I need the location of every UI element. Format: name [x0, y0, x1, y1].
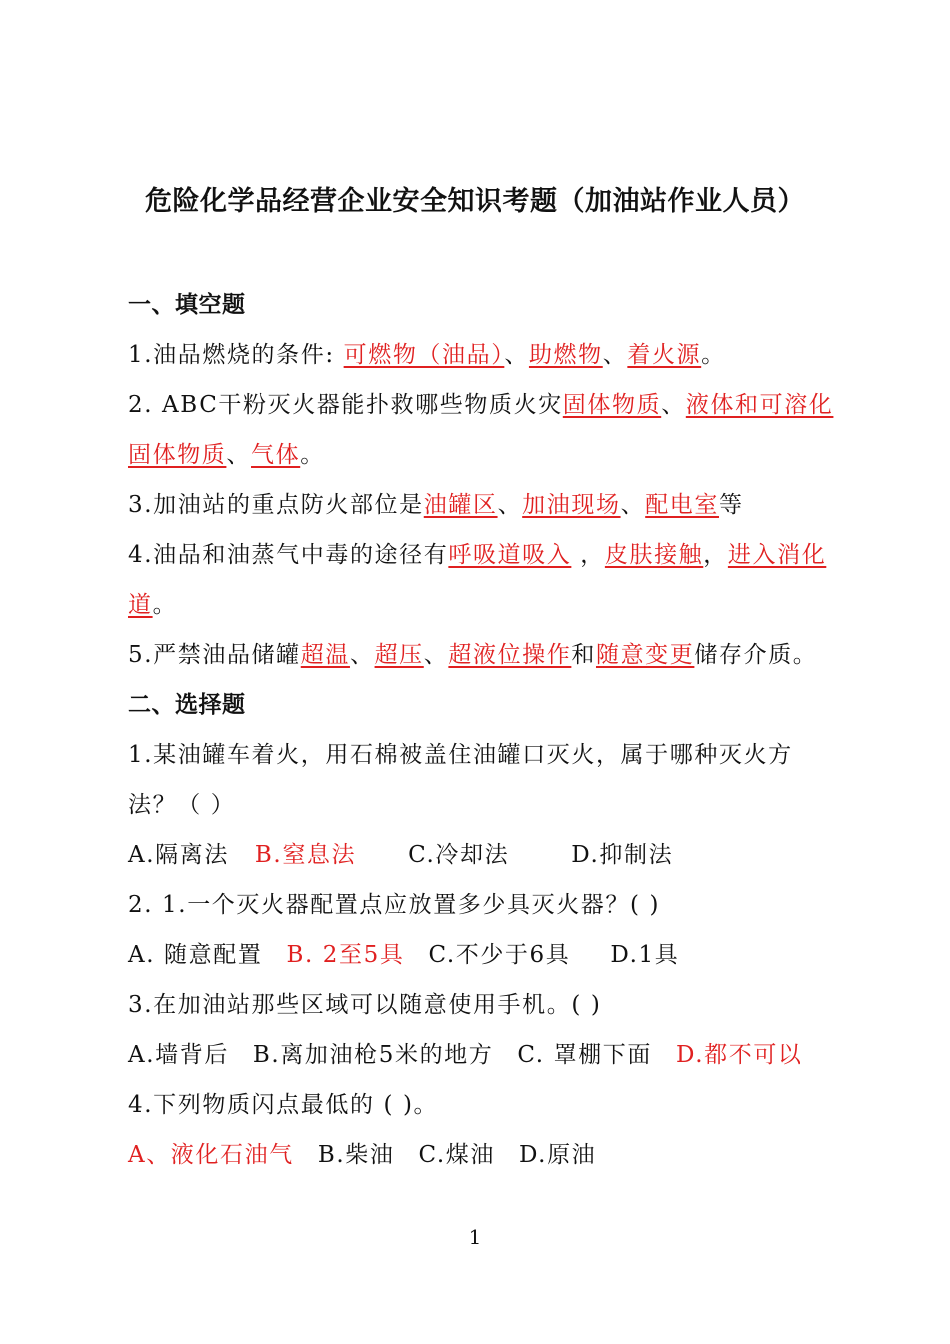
choice-question-1: 1.某油罐车着火，用石棉被盖住油罐口灭火，属于哪种灭火方法？（ ）: [128, 742, 793, 818]
choice-options-4: [128, 1130, 838, 1180]
option-b: B.离加油枪5米的地方: [252, 1042, 494, 1068]
answer-blank: 固体物质: [562, 392, 662, 418]
option-a: A.墙背后: [128, 1042, 229, 1068]
answer-blank: 皮肤接触: [604, 542, 704, 568]
answer-blank: 油罐区: [423, 492, 498, 518]
choice-question-4: 4.下列物质闪点最低的 ( )。: [128, 1092, 439, 1118]
choice-question-3: 3.在加油站那些区域可以随意使用手机。( ): [128, 992, 602, 1018]
fill-question-1: 1.油品燃烧的条件: 可燃物（油品）、助燃物、着火源。: [128, 342, 726, 368]
question-text: 5.严禁油品储罐: [128, 642, 301, 668]
question-text: 1.油品燃烧的条件:: [128, 342, 335, 368]
option-a: A.隔离法: [128, 842, 229, 868]
question-text: 4.油品和油蒸气中毒的途径有: [128, 542, 449, 568]
option-b-correct: B.窒息法: [254, 842, 357, 868]
answer-blank: 着火源: [627, 342, 702, 368]
option-c: C.不少于6具: [428, 942, 571, 968]
answer-blank: 呼吸道吸入: [448, 542, 572, 568]
option-b: B.柴油: [317, 1142, 395, 1168]
answer-blank: 加油现场: [522, 492, 621, 518]
option-d: D.1具: [610, 942, 680, 968]
fill-question-2: 2. ABC干粉灭火器能扑救哪些物质火灾固体物质、液体和可溶化固体物质、气体。: [128, 392, 834, 468]
option-a-correct: A、液化石油气: [128, 1142, 294, 1168]
answer-blank: 配电室: [645, 492, 719, 518]
answer-blank: 助燃物: [528, 342, 603, 368]
option-a: A. 随意配置: [128, 942, 263, 968]
choice-question-2: 2. 1.一个灭火器配置点应放置多少具灭火器？( ): [128, 892, 661, 918]
option-d: D.原油: [518, 1142, 597, 1168]
answer-blank: 超压: [374, 642, 424, 668]
fill-question-3: 3.加油站的重点防火部位是油罐区、加油现场、配电室等: [128, 492, 744, 518]
choice-options-1: [128, 830, 838, 880]
answer-blank: 液体和可溶化固体物质: [128, 392, 834, 468]
choice-options-2: [128, 930, 838, 980]
answer-blank: 可燃物（油品）: [343, 342, 505, 368]
section-heading-multiple-choice: 二、选择题: [128, 692, 246, 718]
option-c: C.煤油: [418, 1142, 495, 1168]
answer-blank: 进入消化道: [128, 542, 827, 618]
option-c: C.冷却法: [408, 842, 510, 868]
choice-options-3: [128, 1030, 838, 1080]
answer-blank: 超温: [300, 642, 350, 668]
document-body: [128, 280, 838, 1180]
answer-blank: 随意变更: [595, 642, 695, 668]
answer-blank: 气体: [251, 442, 301, 468]
question-text: 3.加油站的重点防火部位是: [128, 492, 424, 518]
question-text: 2. ABC干粉灭火器能扑救哪些物质火灾: [128, 392, 563, 418]
answer-blank: 超液位操作: [448, 642, 572, 668]
option-d-correct: D.都不可以: [675, 1042, 803, 1068]
document-title: 危险化学品经营企业安全知识考题（加油站作业人员）: [145, 186, 805, 217]
page-number: 1: [468, 1225, 482, 1249]
option-d: D.抑制法: [571, 842, 674, 868]
section-heading-fill-in: 一、填空题: [128, 292, 246, 318]
fill-question-4: 4.油品和油蒸气中毒的途径有呼吸道吸入 ，皮肤接触，进入消化道。: [128, 542, 827, 618]
option-b-correct: B. 2至5具: [286, 942, 405, 968]
option-c: C. 罩棚下面: [517, 1042, 652, 1068]
fill-question-5: 5.严禁油品储罐超温、超压、超液位操作和随意变更储存介质。: [128, 642, 818, 668]
